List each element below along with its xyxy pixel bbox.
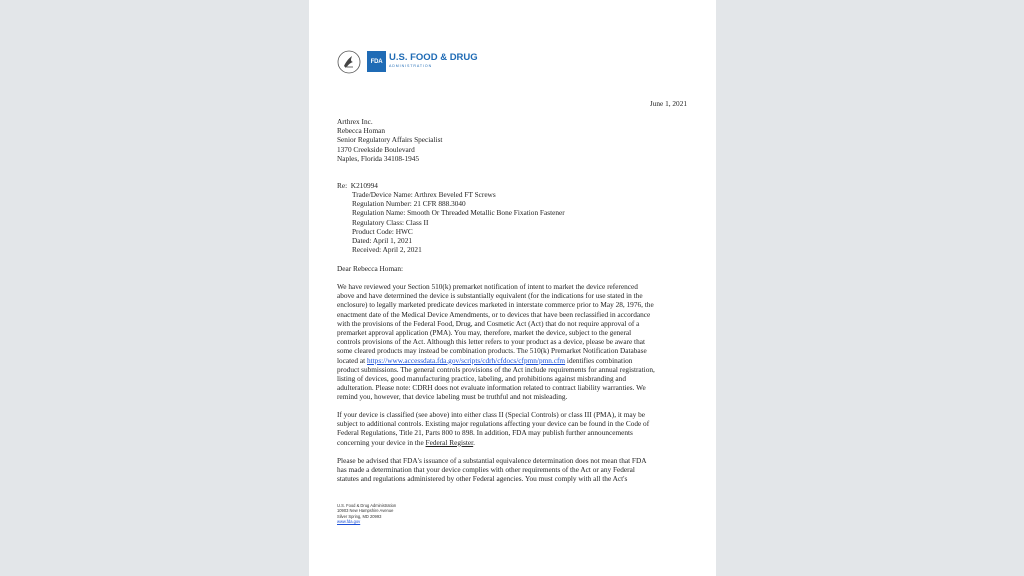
body-line: We have reviewed your Section 510(k) premarket notification of intent to market the device referenced: [337, 282, 638, 291]
re-detail-line: Dated: April 1, 2021: [352, 236, 412, 246]
body-line: listing of devices, good manufacturing practice, labeling, and prohibitions against misbranding and: [337, 374, 626, 384]
link-prefix: located at: [337, 355, 367, 365]
re-detail-line: Regulation Name: Smooth Or Threaded Metallic Bone Fixation Fastener: [352, 208, 565, 218]
body-line: adulteration. Please note: CDRH does not evaluate information related to contract liability warranties. We: [337, 383, 646, 393]
logo-title: U.S. FOOD & DRUG: [389, 52, 478, 63]
body-line: subject to additional controls. Existing major regulations affecting your device can be found in the Code of: [337, 419, 650, 429]
fda-logo-box: FDA: [367, 51, 386, 72]
address-line: 1370 Creekside Boulevard: [337, 144, 415, 154]
fda-website-link[interactable]: www.fda.gov: [337, 519, 361, 525]
address-line: Arthrex Inc.: [337, 117, 373, 126]
body-line: controls provisions of the Act. Although this letter refers to your product as a device, please be aware that: [337, 337, 646, 347]
letter-footer: [337, 503, 396, 525]
re-line: [337, 181, 378, 190]
recipient-address: [337, 117, 442, 163]
footer-line: U.S. Food & Drug Administration: [337, 503, 397, 508]
link-suffix: identifies combination: [565, 355, 633, 365]
body-line: If your device is classified (see above) into either class II (Special Controls) or class III (PMA), it may be: [337, 410, 645, 419]
letter-date: June 1, 2021: [649, 99, 687, 108]
letter-page: [309, 0, 716, 576]
k-number: K210994: [350, 181, 378, 190]
hhs-eagle-seal-icon: [337, 50, 361, 74]
re-detail-line: Regulation Number: 21 CFR 888.3040: [352, 199, 466, 209]
body-line: some cleared products may instead be combination products. The 510(k) Premarket Notification Database: [337, 346, 647, 356]
body-line: remind you, however, that device labeling must be truthful and not misleading.: [337, 392, 568, 402]
pmn-database-link[interactable]: https://www.accessdata.fda.gov/scripts/cdrh/cfdocs/cfpmn/pmn.cfm: [366, 355, 566, 365]
re-detail-line: Received: April 2, 2021: [352, 245, 422, 255]
re-detail-line: Regulatory Class: Class II: [352, 217, 429, 227]
paragraph-3: [337, 456, 689, 484]
body-line: Please be advised that FDA's issuance of a substantial equivalence determination does not mean that FDA: [337, 456, 647, 465]
link-suffix: .: [473, 437, 475, 447]
address-line: Senior Regulatory Affairs Specialist: [337, 135, 443, 145]
re-detail-line: Product Code: HWC: [352, 226, 413, 236]
body-line: has made a determination that your device complies with other requirements of the Act or any Federal: [337, 465, 635, 475]
re-details: [352, 190, 565, 254]
fda-logo-text: [389, 53, 478, 69]
link-prefix: concerning your device in the: [337, 437, 426, 447]
paragraph-1: [337, 282, 689, 402]
federal-register-link[interactable]: Federal Register: [425, 437, 474, 447]
footer-link-line: [337, 519, 396, 524]
body-line-with-link: [337, 356, 689, 365]
body-line: enactment date of the Medical Device Amendments, or to devices that have been reclassified in accordance: [337, 309, 651, 319]
body-line: product submissions. The general controls provisions of the Act include requirements for annual registration,: [337, 364, 655, 374]
body-line: with the provisions of the Federal Food, Drug, and Cosmetic Act (Act) that do not require approval of a: [337, 318, 640, 328]
greeting: Dear Rebecca Homan:: [337, 264, 404, 273]
body-line: Federal Regulations, Title 21, Parts 800 to 898. In addition, FDA may publish further announcements: [337, 428, 633, 438]
body-line: premarket approval application (PMA). You may, therefore, market the device, subject to the general: [337, 328, 632, 338]
address-line: Naples, Florida 34108-1945: [337, 153, 420, 163]
paragraph-2: [337, 410, 689, 447]
re-detail-line: Trade/Device Name: Arthrex Beveled FT Screws: [352, 190, 496, 199]
footer-line: Silver Spring, MD 20993: [337, 513, 382, 519]
address-line: Rebecca Homan: [337, 126, 386, 136]
re-label: Re:: [337, 181, 348, 190]
body-line: statutes and regulations administered by other Federal agencies. You must comply with all the Act's: [337, 474, 628, 484]
body-line: enclosure) to legally marketed predicate devices marketed in interstate commerce prior to May 28, 1976, the: [337, 300, 654, 310]
footer-line: 10903 New Hampshire Avenue: [337, 508, 394, 514]
body-line: above and have determined the device is substantially equivalent (for the indications for use stated in the: [337, 291, 643, 301]
body-line-with-link: [337, 438, 689, 447]
logo-subtitle: ADMINISTRATION: [389, 64, 433, 68]
